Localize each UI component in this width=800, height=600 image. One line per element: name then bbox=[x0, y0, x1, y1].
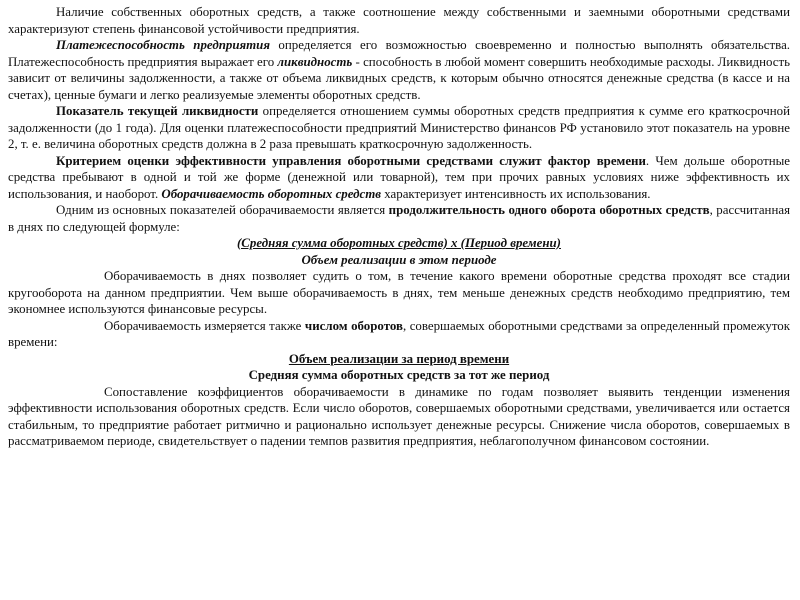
paragraph-turnover-count-text-1: Оборачиваемость измеряется также bbox=[104, 318, 305, 333]
paragraph-solvency bbox=[8, 37, 790, 103]
paragraph-duration-text-2: , рассчитанная в днях по следующей формуле: bbox=[8, 203, 791, 234]
paragraph-current-liquidity bbox=[8, 103, 790, 153]
paragraph-current-liquidity-text: определяется отношением суммы оборотных средств предприятия к сумме его краткосрочной задолженности (до 1 года). Для оценки платежеспособности предприятий Министерство финансов РФ установило этот показатель на уровне 2, т. е. величина оборотных средств должна в 2 раза превышать краткосрочную задолженность. bbox=[8, 104, 790, 151]
term-current-liquidity: Показатель текущей ликвидности bbox=[56, 104, 259, 118]
term-turnover-count: числом оборотов bbox=[304, 318, 403, 333]
paragraph-efficiency bbox=[8, 153, 790, 203]
paragraph-days-turnover: Оборачиваемость в днях позволяет судить о том, в течение какого времени оборотные средства проходят все стадии кругооборота на данном предприятии. Чем выше оборачиваемость в днях, тем меньше денежных средств необходимо предприятию, тем экономнее используются финансовые ресурсы. bbox=[8, 269, 790, 316]
paragraph-duration bbox=[8, 202, 790, 235]
paragraph-turnover-count-text-2: , совершаемых оборотными средствами за определенный промежуток времени: bbox=[8, 318, 790, 349]
paragraph-efficiency-text-2: характеризует интенсивность их использования. bbox=[381, 186, 651, 201]
paragraph-efficiency-text-1: . Чем дольше оборотные средства пребывают в одной и той же форме (денежной или товарной), тем при прочих равных условиях ниже эффективность их использования, и наоборот. bbox=[8, 153, 790, 201]
formula-2-numerator: Объем реализации за период времени bbox=[288, 351, 510, 366]
paragraph-duration-text-1: Одним из основных показателей оборачиваемости является bbox=[56, 203, 389, 217]
paragraph-dynamics: Сопоставление коэффициентов оборачиваемости в динамике по годам позволяет выявить тенденции изменения эффективности использования оборотных средств. Если число оборотов, совершаемых оборотными средствами, увеличивается или остается стабильным, то предприятие работает ритмично и рационально использует денежные ресурсы. Снижение числа оборотов, совершаемых в рассматриваемом периоде, свидетельствует о падении темпов развития предприятия, неблагополучном финансовом состоянии. bbox=[8, 384, 790, 448]
formula-2-denominator: Средняя сумма оборотных средств за тот же период bbox=[248, 368, 550, 382]
formula-1-numerator: (Средняя сумма оборотных средств) х (Период времени) bbox=[237, 236, 561, 250]
paragraph-intro: Наличие собственных оборотных средств, а также соотношение между собственными и заемными оборотными средствами характеризуют степень финансовой устойчивости предприятия. bbox=[8, 5, 790, 36]
term-efficiency-criterion: Критерием оценки эффективности управления оборотными средствами служит фактор времени bbox=[56, 153, 646, 168]
term-solvency: Платежеспособность предприятия bbox=[56, 38, 270, 52]
formula-1-denominator: Объем реализации в этом периоде bbox=[301, 252, 497, 267]
term-turnover-duration: продолжительность одного оборота оборотных средств bbox=[388, 203, 710, 217]
document-body bbox=[8, 4, 790, 450]
term-liquidity: ликвидность bbox=[277, 54, 353, 69]
term-turnover: Оборачиваемость оборотных средств bbox=[161, 186, 382, 201]
paragraph-solvency-text-1: определяется его возможностью своевременно и полностью выполнять обязательства. Платежеспособность предприятия выражает его bbox=[8, 38, 791, 69]
paragraph-turnover-count bbox=[8, 318, 790, 351]
paragraph-solvency-text-2: - способность в любой момент совершить необходимые расходы. Ликвидность зависит от величины задолженности, а также от объема ликвидных средств, к которым обычно относятся денежные средства (в кассе и на счетах), ценные бумаги и легко реализуемые элементы оборотных средств. bbox=[8, 54, 791, 102]
